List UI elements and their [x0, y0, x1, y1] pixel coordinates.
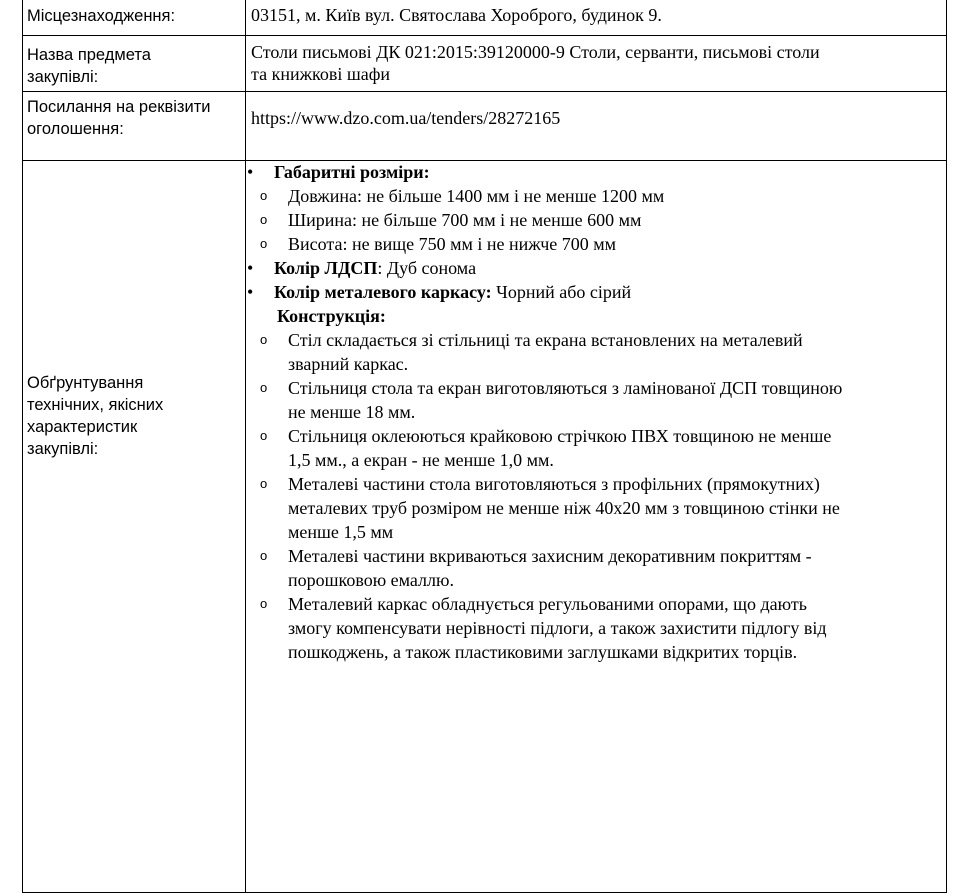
construction-text: не менше 18 мм.: [288, 402, 416, 422]
construction-item-continuation: [246, 616, 942, 640]
sub-bullet-icon: o: [260, 548, 268, 563]
sub-bullet-icon: o: [260, 428, 268, 443]
frame-color-value: Чорний або сірий: [491, 282, 632, 302]
construction-heading: Конструкція:: [277, 306, 386, 326]
justification-label-line: характеристик: [27, 418, 138, 436]
dims-item-text: Ширина: не більше 700 мм і не менше 600 мм: [288, 210, 642, 230]
sub-bullet-icon: o: [260, 188, 268, 203]
table-row-subject: [23, 36, 947, 92]
link-label-line: оголошення:: [27, 120, 124, 138]
frame-color-label: Колір металевого каркасу:: [274, 282, 492, 302]
dims-item: [246, 232, 942, 256]
construction-item: [246, 328, 942, 352]
construction-item-continuation: [246, 400, 942, 424]
construction-item-continuation: [246, 640, 942, 664]
construction-item-continuation: [246, 496, 942, 520]
tender-link[interactable]: https://www.dzo.com.ua/tenders/28272165: [251, 108, 561, 128]
link-label: [23, 92, 246, 161]
construction-text: металевих труб розміром не менше ніж 40х20 мм з товщиною стінки не: [288, 498, 840, 518]
construction-text: пошкоджень, а також пластиковими заглушками відкритих торців.: [288, 642, 798, 662]
color-value: : Дуб сонома: [377, 258, 477, 278]
justification-label-line: закупівлі:: [27, 440, 99, 458]
procurement-table: [22, 0, 947, 893]
construction-item: [246, 544, 942, 568]
construction-item-continuation: [246, 352, 942, 376]
construction-item: [246, 376, 942, 400]
sub-bullet-icon: o: [260, 596, 268, 611]
justification-label-line: технічних, якісних: [27, 396, 164, 414]
link-value: [246, 92, 947, 161]
construction-text: зварний каркас.: [288, 354, 409, 374]
frame-color-item: [246, 280, 942, 304]
construction-text: Металеві частини стола виготовляються з профільних (прямокутних): [288, 474, 820, 494]
sub-bullet-icon: o: [260, 212, 268, 227]
subject-label-line: закупівлі:: [27, 68, 99, 86]
dims-heading-item: [246, 160, 942, 184]
sub-bullet-icon: o: [260, 476, 268, 491]
construction-text: порошковою емаллю.: [288, 570, 454, 590]
construction-text: Металевий каркас обладнується регульованими опорами, що дають: [288, 594, 807, 614]
subject-label-line: Назва предмета: [27, 46, 151, 64]
construction-item-continuation: [246, 568, 942, 592]
subject-label: [23, 36, 246, 92]
subject-value-line: Столи письмові ДК 021:2015:39120000-9 Столи, серванти, письмові столи: [251, 42, 820, 62]
link-label-line: Посилання на реквізити: [27, 98, 211, 116]
justification-label: [23, 161, 246, 893]
dims-item: [246, 208, 942, 232]
construction-item: [246, 424, 942, 448]
table-row-justification: [23, 161, 947, 893]
subject-value-line: та книжкові шафи: [251, 64, 390, 84]
dims-item: [246, 184, 942, 208]
construction-text: Стільниця стола та екран виготовляються з ламінованої ДСП товщиною: [288, 378, 843, 398]
construction-text: Стіл складається зі стільниці та екрана встановлених на металевий: [288, 330, 803, 350]
construction-item-continuation: [246, 520, 942, 544]
location-label: Місцезнаходження:: [23, 0, 246, 36]
sub-bullet-icon: o: [260, 236, 268, 251]
construction-text: 1,5 мм., а екран - не менше 1,0 мм.: [288, 450, 554, 470]
construction-item: [246, 592, 942, 616]
color-label: Колір ЛДСП: [274, 258, 378, 278]
subject-value: [246, 36, 947, 92]
bullet-icon: •: [247, 282, 254, 302]
bullet-icon: •: [247, 162, 254, 182]
location-value: 03151, м. Київ вул. Святослава Хороброго, будинок 9.: [246, 0, 947, 36]
table-row-link: [23, 92, 947, 161]
justification-value: [246, 161, 947, 893]
construction-item-continuation: [246, 448, 942, 472]
table-row-location: [23, 0, 947, 36]
sub-bullet-icon: o: [260, 380, 268, 395]
construction-heading-item: [246, 304, 942, 328]
construction-text: Металеві частини вкриваються захисним декоративним покриттям -: [288, 546, 812, 566]
construction-text: змогу компенсувати нерівності підлоги, а також захистити підлогу від: [288, 618, 827, 638]
justification-label-line: Обґрунтування: [27, 374, 144, 392]
construction-item: [246, 472, 942, 496]
construction-text: менше 1,5 мм: [288, 522, 394, 542]
construction-text: Стільниця оклеюються крайковою стрічкою ПВХ товщиною не менше: [288, 426, 832, 446]
sub-bullet-icon: o: [260, 332, 268, 347]
dims-item-text: Довжина: не більше 1400 мм і не менше 1200 мм: [288, 186, 665, 206]
dims-heading: Габаритні розміри:: [274, 162, 430, 182]
dims-item-text: Висота: не вище 750 мм і не нижче 700 мм: [288, 234, 617, 254]
bullet-icon: •: [247, 258, 254, 278]
color-item: [246, 256, 942, 280]
